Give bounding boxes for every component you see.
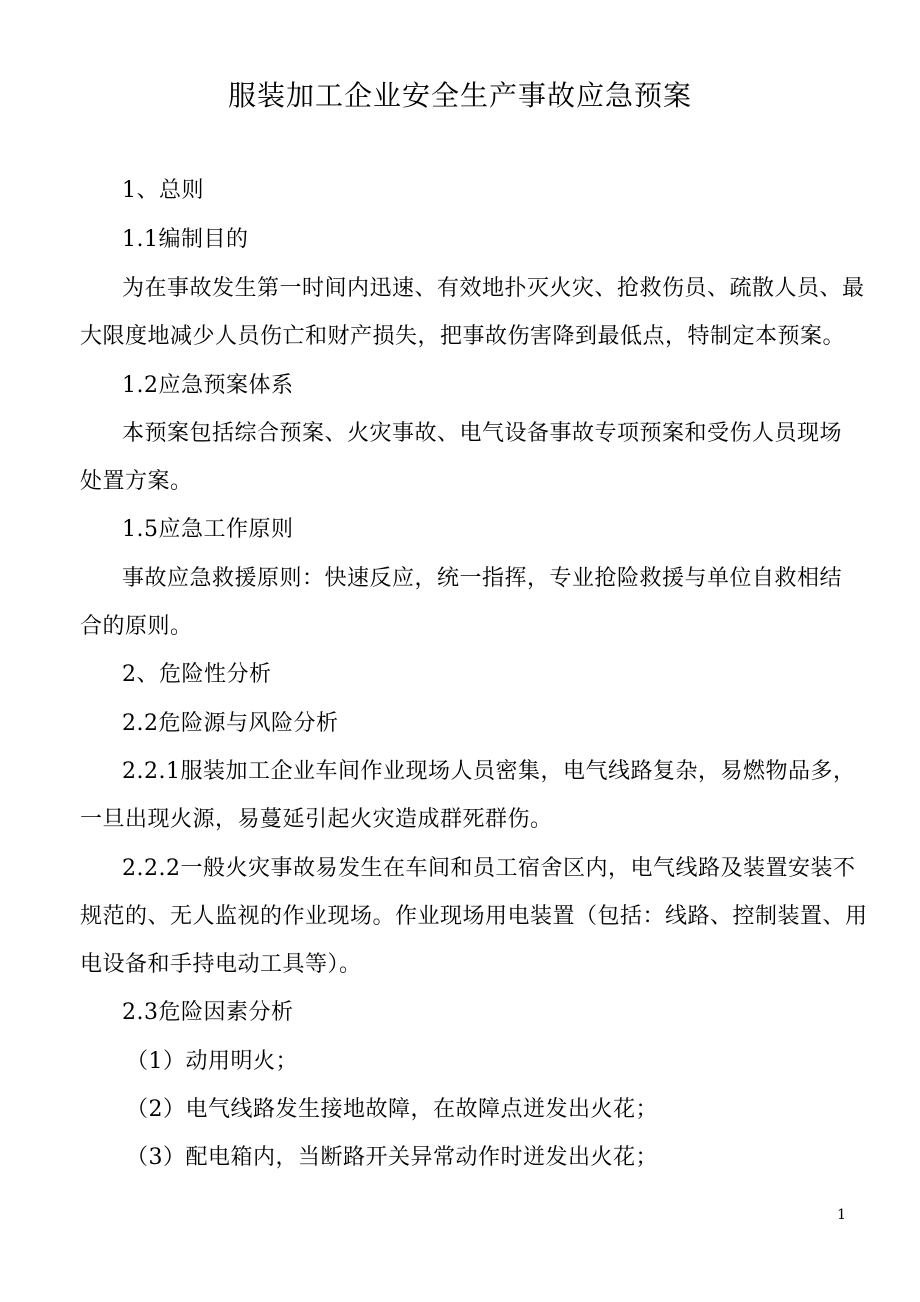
paragraph-line: 电设备和手持电动工具等）。 bbox=[80, 952, 362, 977]
section-2-3-heading: 2.3危险因素分析 bbox=[122, 1000, 294, 1025]
paragraph-line: 规范的、无人监视的作业现场。作业现场用电装置（包括：线路、控制装置、用 bbox=[80, 904, 868, 929]
paragraph-line: 2.2.1服装加工企业车间作业现场人员密集，电气线路复杂，易燃物品多， bbox=[122, 759, 856, 784]
section-1-1-heading: 1.1编制目的 bbox=[122, 227, 249, 252]
section-1-heading: 1、总则 bbox=[122, 178, 204, 203]
page-number: 1 bbox=[837, 1207, 846, 1223]
paragraph-line: 合的原则。 bbox=[80, 614, 193, 639]
section-2-heading: 2、危险性分析 bbox=[122, 662, 272, 687]
list-item: （1）动用明火； bbox=[126, 1049, 298, 1074]
paragraph-line: 为在事故发生第一时间内迅速、有效地扑灭火灾、抢救伤员、疏散人员、最 bbox=[122, 276, 865, 301]
section-1-2-heading: 1.2应急预案体系 bbox=[122, 373, 294, 398]
paragraph-line: 事故应急救援原则：快速反应，统一指挥，专业抢险救援与单位自救相结 bbox=[122, 566, 843, 591]
list-item: （2）电气线路发生接地故障，在故障点迸发出火花； bbox=[126, 1097, 658, 1122]
paragraph-line: 2.2.2一般火灾事故易发生在车间和员工宿舍区内，电气线路及装置安装不 bbox=[122, 856, 856, 881]
document-title: 服装加工企业安全生产事故应急预案 bbox=[227, 79, 692, 112]
paragraph-line: 大限度地减少人员伤亡和财产损失，把事故伤害降到最低点，特制定本预案。 bbox=[80, 324, 846, 349]
paragraph-line: 处置方案。 bbox=[80, 469, 193, 494]
section-1-5-heading: 1.5应急工作原则 bbox=[122, 517, 294, 542]
list-item: （3）配电箱内，当断路开关异常动作时迸发出火花； bbox=[126, 1145, 658, 1170]
paragraph-line: 本预案包括综合预案、火灾事故、电气设备事故专项预案和受伤人员现场 bbox=[122, 421, 843, 446]
section-2-2-heading: 2.2危险源与风险分析 bbox=[122, 711, 339, 736]
paragraph-line: 一旦出现火源，易蔓延引起火灾造成群死群伤。 bbox=[80, 807, 553, 832]
